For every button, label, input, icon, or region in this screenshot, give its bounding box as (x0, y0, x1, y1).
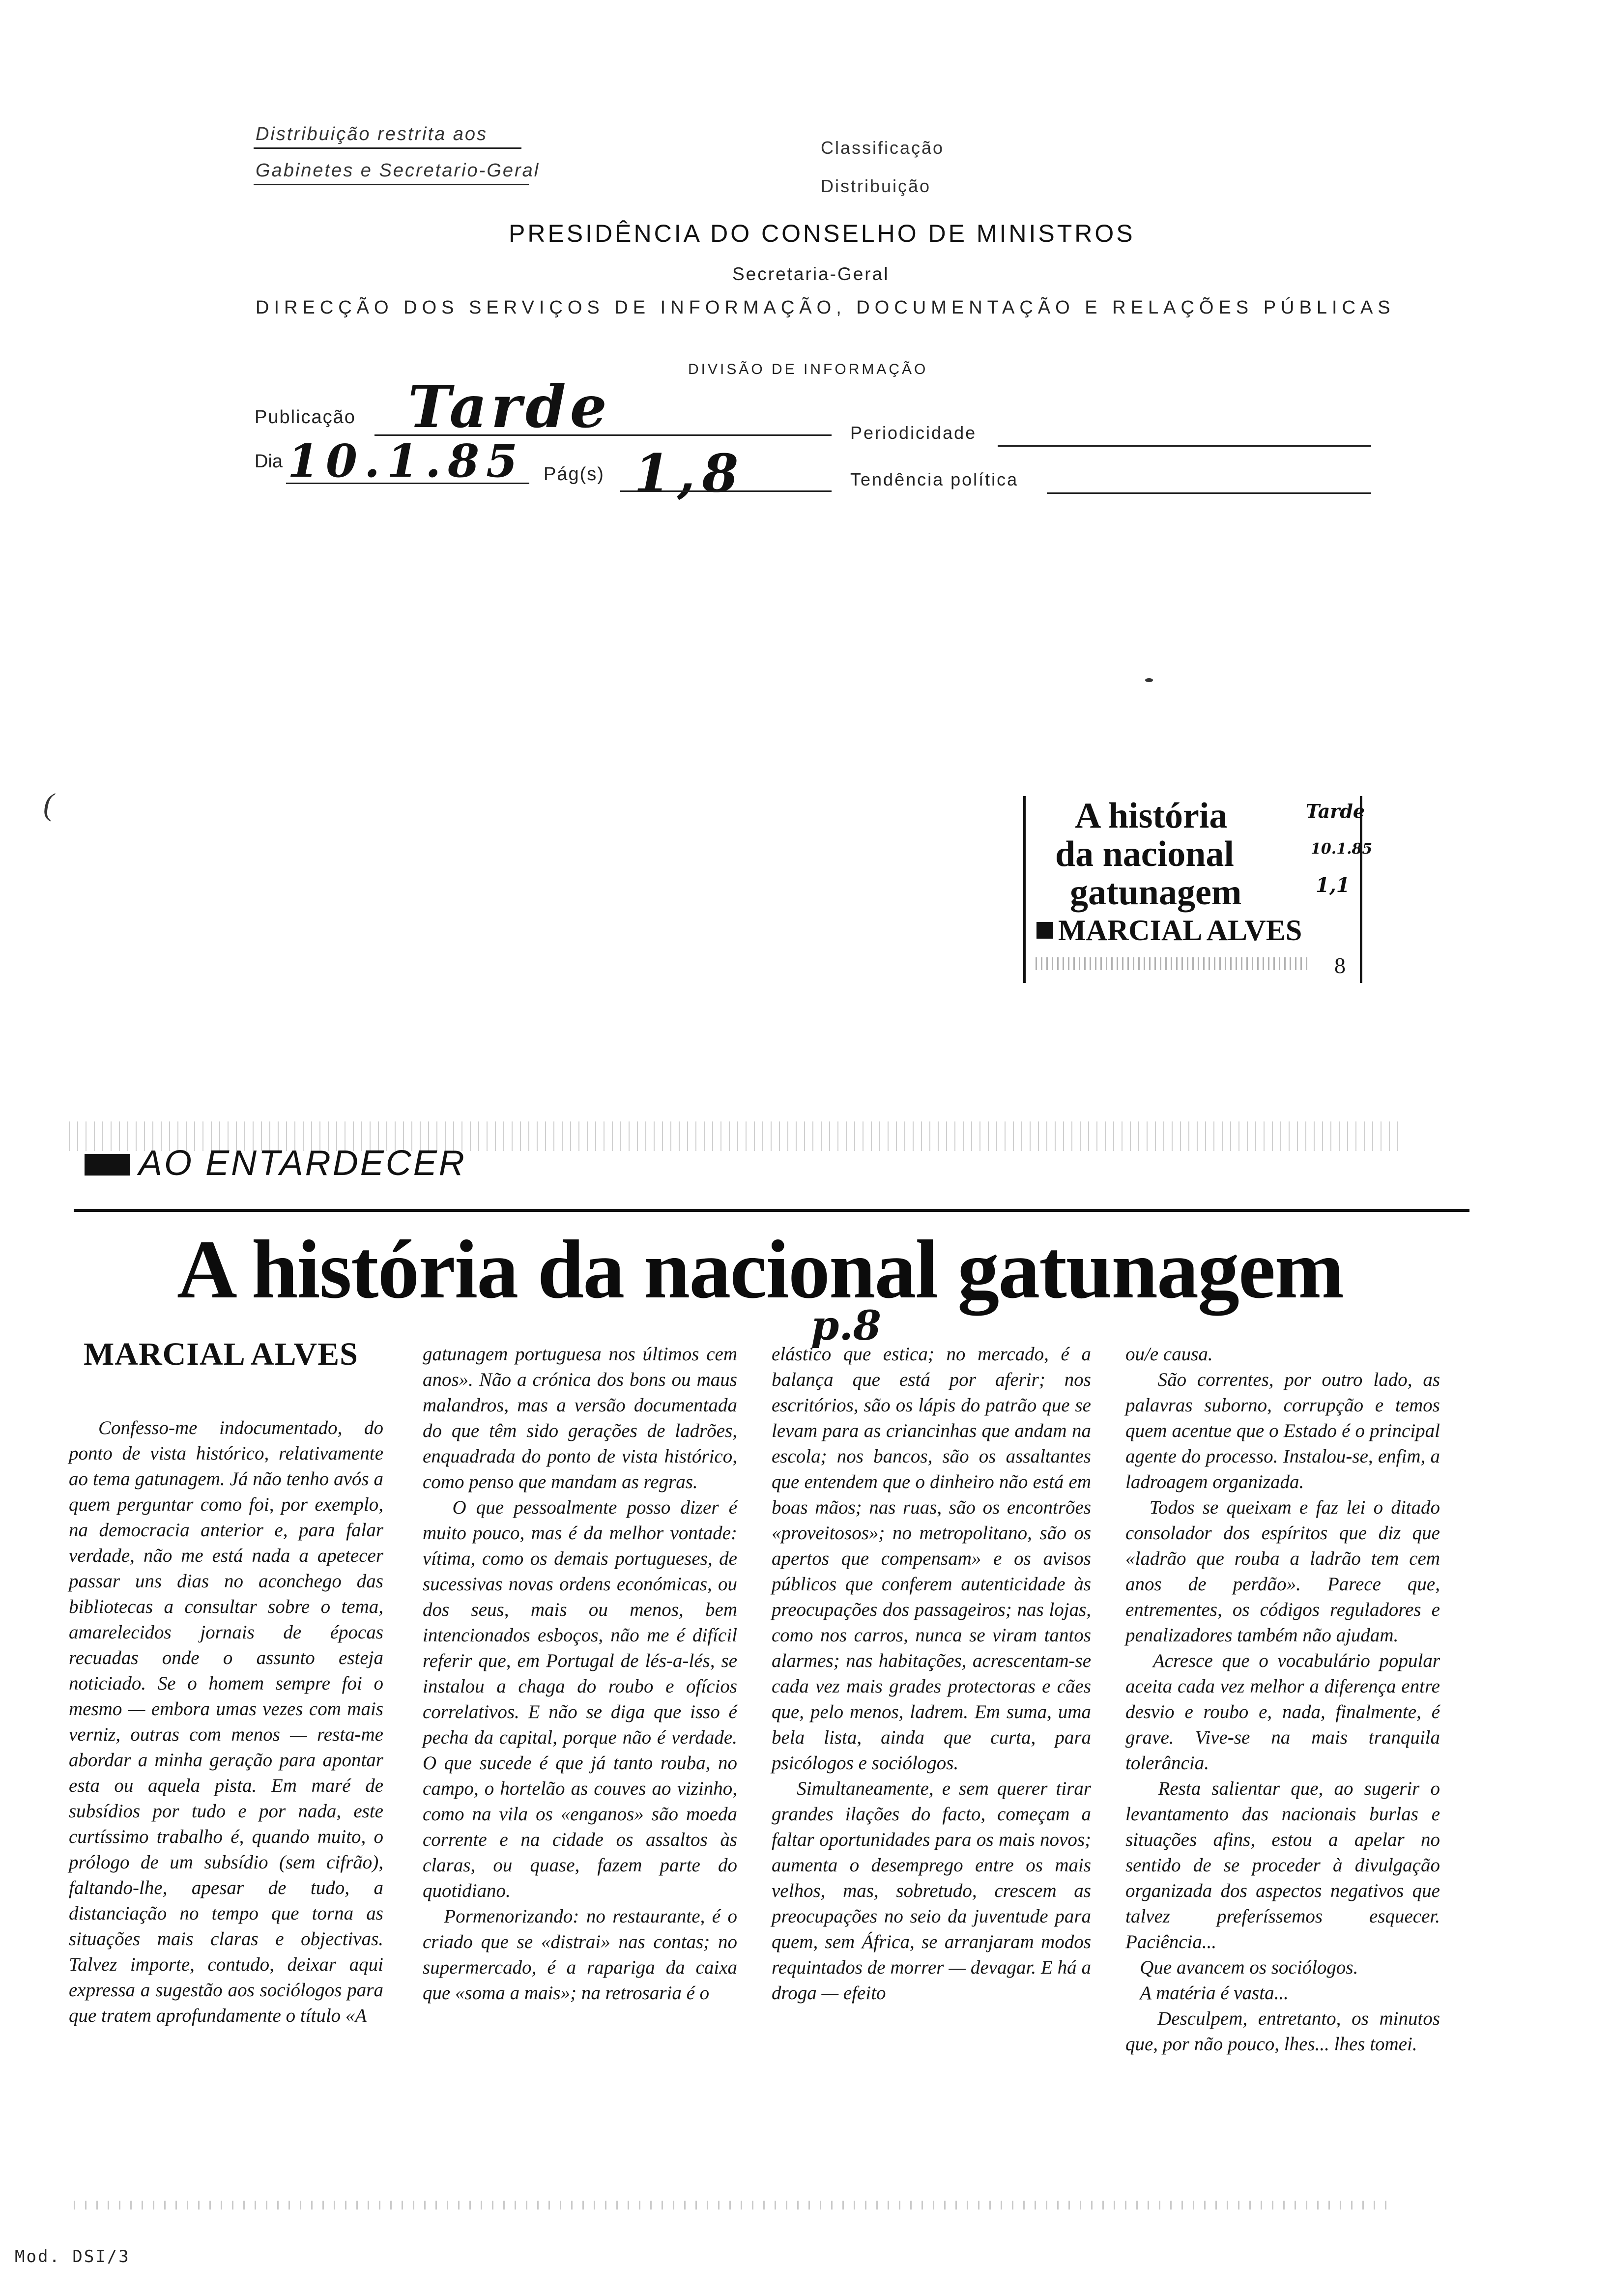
article-column-3: elástico que estica; no mercado, é a balança que está por aferir; nos escritórios, são os lápis do patrão que se levam para as criancinhas que andam na escola; nos bancos, são os assaltantes que entendem que o dinheiro não está em boas mãos; nas ruas, são os encontrões «proveitosos»; no metropolitano, são os apertos que compensam» e os avisos públicos que conferem autenticidade às preocupações dos passageiros; nas lojas, como nos carros, nunca se viram tantos alarmes; nas habitações, acrescentam-se cada vez mais grades protectoras e cães que, pelo menos, ladrem. Em suma, uma bela lista, ainda que curta, para psicólogos e sociólogos. Simultaneamente, e sem querer tirar grandes ilações do facto, começam a faltar oportunidades para os mais novos; aumenta o desemprego entre os mais velhos, mas, sobretudo, crescem as preocupações no seio da juventude para quem, sem África, se arranjaram modos requintados de morrer — devagar. E há a droga — efeito (772, 1344, 1092, 2004)
clipping-author-marker (1036, 922, 1053, 939)
clipping-annotation-date: 10.1.85 (1311, 840, 1373, 858)
section-label: AO ENTARDECER (139, 1144, 466, 1183)
political-tendency-label: Tendência política (850, 469, 1019, 489)
division-label: DIVISÃO DE INFORMAÇÃO (688, 361, 928, 377)
secretariat-label: Secretaria-Geral (732, 264, 890, 284)
article-column-2: gatunagem portuguesa nos últimos cem anos». Não a crónica dos bons ou maus malandros, mas a versão documentada do que têm sido gerações de ladrões, enquadrada do ponto de vista histórico, como penso que mandam as regras. O que pessoalmente posso dizer é muito pouco, mas é da melhor vontade: vítima, como os demais portugueses, de sucessivas novas ordens económicas, ou dos seus, mais ou menos, bem intencionados esboços, não me é difícil referir que, em Portugal de lés-a-lés, se instalou a chaga do roubo e ofícios correlativos. E não se diga que isso é pecha da capital, porque não é verdade. O que sucede é que já tanto rouba, no campo, o hortelão as couves ao vizinho, como na vila os «enganos» são moeda corrente e na cidade os assaltos às claras, ou quase, fazem parte do quotidiano. Pormenorizando: no restaurante, é o criado que se «distrai» nas contas; no supermercado, é a rapariga da caixa que «soma a mais»; na retrosaria é o (423, 1344, 737, 2004)
clipping-headline-line3: gatunagem (1070, 872, 1242, 913)
distribution-underline-2 (254, 184, 529, 185)
clipping-author: MARCIAL ALVES (1058, 914, 1302, 947)
publication-label: Publicação (255, 407, 356, 428)
clipping-headline-line1: A história (1075, 796, 1228, 836)
form-code: Mod. DSI/3 (15, 2247, 130, 2267)
stray-mark (1145, 678, 1153, 682)
day-field-line (286, 483, 529, 484)
article-title-annotation: p.8 (811, 1302, 881, 1349)
distribution-notice-line2: Gabinetes e Secretario-Geral (256, 160, 540, 181)
clipping-bottom-noise (1036, 957, 1311, 970)
clipping-annotation-pages: 1,1 (1316, 874, 1350, 897)
distribution-notice-line1: Distribuição restrita aos (256, 124, 488, 144)
article-byline: MARCIAL ALVES (84, 1336, 358, 1372)
headline-clipping (1023, 796, 1373, 983)
day-handwritten-value: 10.1.85 (288, 434, 525, 488)
clipping-page-number: 8 (1334, 953, 1346, 978)
publication-handwritten-value: Tarde (408, 373, 611, 441)
article-title: A história da nacional gatunagem (177, 1223, 1343, 1316)
distribution-label: Distribuição (821, 176, 931, 196)
section-marker (85, 1154, 130, 1176)
periodicity-label: Periodicidade (850, 423, 977, 443)
directorate-label: DIRECÇÃO DOS SERVIÇOS DE INFORMAÇÃO, DOCUMENTAÇÃO E RELAÇÕES PÚBLICAS (256, 297, 1395, 318)
pages-handwritten-value: 1,8 (634, 442, 746, 504)
pages-field-line (620, 490, 832, 492)
org-title: PRESIDÊNCIA DO CONSELHO DE MINISTROS (509, 220, 1135, 247)
article-column-1: Confesso-me indocumentado, do ponto de vista histórico, relativamente ao tema gatunagem. Já não tenho avós a quem perguntar como foi, por exemplo, na democracia anterior e, para falar verdade, não me está nada a apetecer passar uns dias no aconchego das bibliotecas a consultar sobre o tema, amarelecidos jornais de épocas recuadas onde o assunto esteja noticiado. Se o homem sempre foi o mesmo — embora umas vezes com mais verniz, outras com menos — resta-me abordar a minha geração para apontar esta ou aquela pista. Em maré de subsídios por tudo e por nada, este curtíssimo trabalho é, quando muito, o prólogo de um subsídio (sem cifrão), faltando-lhe, apesar de tudo, a distanciação no tempo que torna as situações mais claras e objectivas. Talvez importe, contudo, deixar aqui expressa a sugestão aos sociólogos para que tratem aprofundamente o título «A (69, 1417, 388, 2026)
classification-label: Classificação (821, 138, 945, 158)
clipping-annotation-publication: Tarde (1306, 800, 1365, 822)
article-column-4: ou/e causa. São correntes, por outro lado, as palavras suborno, corrupção e temos quem acentue que o Estado é o principal agente do processo. Instalou-se, enfim, a ladroagem organizada. Todos se queixam e faz lei o ditado consolador dos espíritos que diz que «ladrão que rouba a ladrão tem cem anos de perdão». Parece que, entrementes, os códigos reguladores e penalizadores também não ajudam. Acresce que o vocabulário popular aceita cada vez melhor a diferença entre desvio e roubo e, nada, finalmente, é grave. Vive-se na mais tranquila tolerância. Resta salientar que, ao sugerir o levantamento das nacionais burlas e situações afins, estou a apelar no sentido de se proceder à divulgação organizada dos aspectos negativos que talvez preferíssemos esquecer. Paciência... Que avancem os sociólogos. A matéria é vasta... Desculpem, entretanto, os minutos que, por não pouco, lhes... lhes tomei. (1125, 1344, 1440, 2055)
pages-label: Pág(s) (544, 464, 604, 485)
stray-mark-bracket: ( (43, 787, 54, 822)
distribution-underline-1 (254, 147, 521, 149)
political-tendency-field-line (1047, 492, 1371, 494)
section-rule (74, 1209, 1469, 1212)
article-bottom-noise (74, 2201, 1391, 2210)
clipping-headline-line2: da nacional (1055, 834, 1234, 874)
periodicity-field-line (998, 445, 1371, 447)
day-label: Dia (255, 451, 283, 472)
